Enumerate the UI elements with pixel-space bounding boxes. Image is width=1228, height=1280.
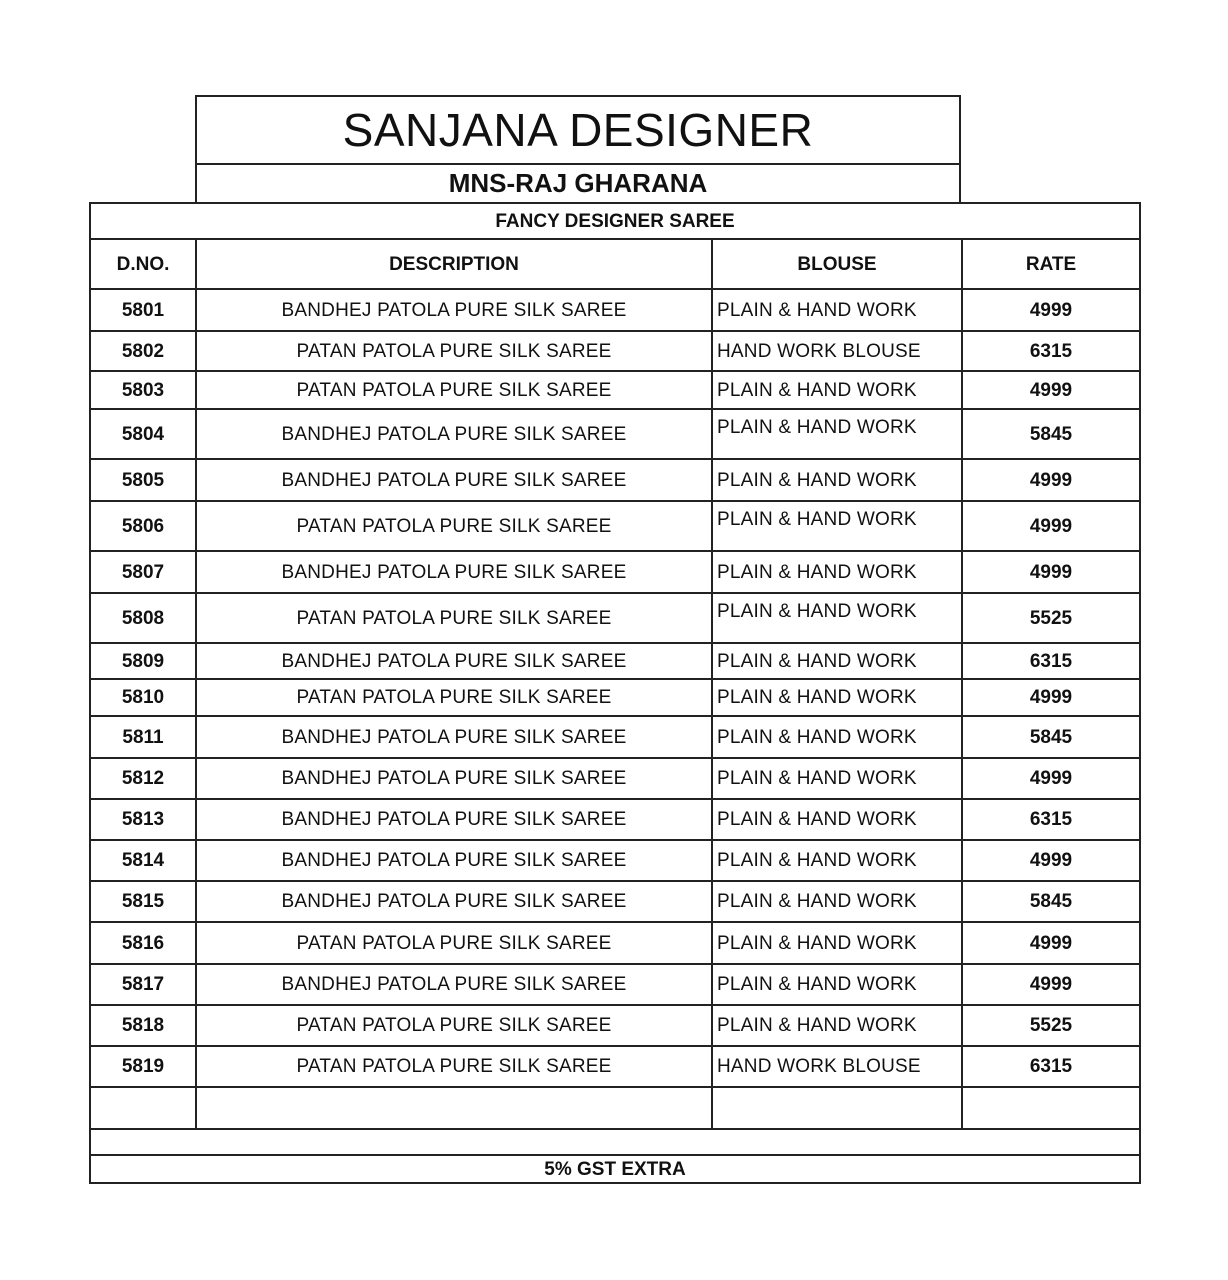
cell-dno: 5805 <box>90 459 196 501</box>
empty-cell <box>712 1087 962 1129</box>
cell-description: PATAN PATOLA PURE SILK SAREE <box>196 922 712 964</box>
cell-rate: 4999 <box>962 289 1140 331</box>
cell-description: BANDHEJ PATOLA PURE SILK SAREE <box>196 716 712 758</box>
cell-description: PATAN PATOLA PURE SILK SAREE <box>196 679 712 716</box>
gst-note: 5% GST EXTRA <box>90 1155 1140 1183</box>
cell-blouse: PLAIN & HAND WORK <box>712 1005 962 1046</box>
cell-dno: 5814 <box>90 840 196 881</box>
table-row <box>90 679 1140 716</box>
cell-dno: 5811 <box>90 716 196 758</box>
cell-rate: 4999 <box>962 922 1140 964</box>
cell-blouse: HAND WORK BLOUSE <box>712 1046 962 1087</box>
cell-dno: 5808 <box>90 593 196 643</box>
cell-description: PATAN PATOLA PURE SILK SAREE <box>196 1005 712 1046</box>
cell-rate: 5525 <box>962 1005 1140 1046</box>
cell-rate: 6315 <box>962 1046 1140 1087</box>
table-row <box>90 881 1140 922</box>
table-row <box>90 758 1140 799</box>
cell-dno: 5804 <box>90 409 196 459</box>
price-list-table <box>89 202 1141 1184</box>
table-row <box>90 1005 1140 1046</box>
cell-description: BANDHEJ PATOLA PURE SILK SAREE <box>196 758 712 799</box>
cell-dno: 5817 <box>90 964 196 1005</box>
header-box <box>195 95 961 202</box>
table-row <box>90 593 1140 643</box>
cell-blouse: PLAIN & HAND WORK <box>712 643 962 679</box>
cell-rate: 4999 <box>962 371 1140 409</box>
cell-dno: 5806 <box>90 501 196 551</box>
cell-dno: 5812 <box>90 758 196 799</box>
cell-description: BANDHEJ PATOLA PURE SILK SAREE <box>196 799 712 840</box>
col-header-rate: RATE <box>962 239 1140 289</box>
cell-description: PATAN PATOLA PURE SILK SAREE <box>196 331 712 371</box>
table-row <box>90 331 1140 371</box>
cell-rate: 4999 <box>962 551 1140 593</box>
table-row <box>90 459 1140 501</box>
table-row <box>90 799 1140 840</box>
category-row <box>90 203 1140 239</box>
table-row <box>90 289 1140 331</box>
cell-description: BANDHEJ PATOLA PURE SILK SAREE <box>196 643 712 679</box>
cell-rate: 4999 <box>962 758 1140 799</box>
cell-rate: 6315 <box>962 799 1140 840</box>
cell-blouse: PLAIN & HAND WORK <box>712 716 962 758</box>
cell-blouse: PLAIN & HAND WORK <box>712 593 962 643</box>
empty-cell <box>962 1087 1140 1129</box>
cell-dno: 5816 <box>90 922 196 964</box>
cell-rate: 5845 <box>962 881 1140 922</box>
table-row <box>90 922 1140 964</box>
empty-row <box>90 1087 1140 1129</box>
table-row <box>90 643 1140 679</box>
cell-blouse: HAND WORK BLOUSE <box>712 331 962 371</box>
cell-dno: 5802 <box>90 331 196 371</box>
column-header-row <box>90 239 1140 289</box>
cell-dno: 5807 <box>90 551 196 593</box>
cell-description: PATAN PATOLA PURE SILK SAREE <box>196 371 712 409</box>
cell-description: PATAN PATOLA PURE SILK SAREE <box>196 593 712 643</box>
cell-description: BANDHEJ PATOLA PURE SILK SAREE <box>196 409 712 459</box>
cell-description: BANDHEJ PATOLA PURE SILK SAREE <box>196 289 712 331</box>
cell-description: BANDHEJ PATOLA PURE SILK SAREE <box>196 551 712 593</box>
spacer-row <box>90 1129 1140 1155</box>
cell-dno: 5813 <box>90 799 196 840</box>
footer-row <box>90 1155 1140 1183</box>
empty-cell <box>90 1087 196 1129</box>
cell-rate: 5845 <box>962 409 1140 459</box>
col-header-blouse: BLOUSE <box>712 239 962 289</box>
cell-blouse: PLAIN & HAND WORK <box>712 501 962 551</box>
table-row <box>90 409 1140 459</box>
cell-blouse: PLAIN & HAND WORK <box>712 840 962 881</box>
spacer-cell <box>90 1129 1140 1155</box>
cell-rate: 4999 <box>962 840 1140 881</box>
cell-rate: 4999 <box>962 679 1140 716</box>
cell-blouse: PLAIN & HAND WORK <box>712 409 962 459</box>
col-header-description: DESCRIPTION <box>196 239 712 289</box>
cell-blouse: PLAIN & HAND WORK <box>712 289 962 331</box>
cell-dno: 5801 <box>90 289 196 331</box>
cell-dno: 5819 <box>90 1046 196 1087</box>
cell-blouse: PLAIN & HAND WORK <box>712 922 962 964</box>
cell-dno: 5803 <box>90 371 196 409</box>
empty-cell <box>196 1087 712 1129</box>
cell-dno: 5815 <box>90 881 196 922</box>
cell-rate: 4999 <box>962 501 1140 551</box>
cell-dno: 5809 <box>90 643 196 679</box>
table-row <box>90 371 1140 409</box>
table-row <box>90 501 1140 551</box>
cell-rate: 5845 <box>962 716 1140 758</box>
category-title: FANCY DESIGNER SAREE <box>90 203 1140 239</box>
cell-description: BANDHEJ PATOLA PURE SILK SAREE <box>196 459 712 501</box>
cell-description: BANDHEJ PATOLA PURE SILK SAREE <box>196 964 712 1005</box>
cell-description: BANDHEJ PATOLA PURE SILK SAREE <box>196 840 712 881</box>
table-row <box>90 1046 1140 1087</box>
cell-rate: 6315 <box>962 331 1140 371</box>
table-row <box>90 716 1140 758</box>
cell-dno: 5818 <box>90 1005 196 1046</box>
cell-blouse: PLAIN & HAND WORK <box>712 758 962 799</box>
cell-blouse: PLAIN & HAND WORK <box>712 881 962 922</box>
cell-description: PATAN PATOLA PURE SILK SAREE <box>196 1046 712 1087</box>
table-row <box>90 551 1140 593</box>
cell-rate: 5525 <box>962 593 1140 643</box>
cell-description: PATAN PATOLA PURE SILK SAREE <box>196 501 712 551</box>
cell-rate: 6315 <box>962 643 1140 679</box>
cell-blouse: PLAIN & HAND WORK <box>712 371 962 409</box>
table-row <box>90 840 1140 881</box>
catalog-name: MNS-RAJ GHARANA <box>448 168 708 198</box>
cell-rate: 4999 <box>962 459 1140 501</box>
cell-blouse: PLAIN & HAND WORK <box>712 964 962 1005</box>
cell-dno: 5810 <box>90 679 196 716</box>
cell-blouse: PLAIN & HAND WORK <box>712 679 962 716</box>
company-title: SANJANA DESIGNER <box>197 97 959 165</box>
col-header-dno: D.NO. <box>90 239 196 289</box>
cell-blouse: PLAIN & HAND WORK <box>712 551 962 593</box>
table-row <box>90 964 1140 1005</box>
cell-blouse: PLAIN & HAND WORK <box>712 799 962 840</box>
cell-rate: 4999 <box>962 964 1140 1005</box>
cell-blouse: PLAIN & HAND WORK <box>712 459 962 501</box>
cell-description: BANDHEJ PATOLA PURE SILK SAREE <box>196 881 712 922</box>
